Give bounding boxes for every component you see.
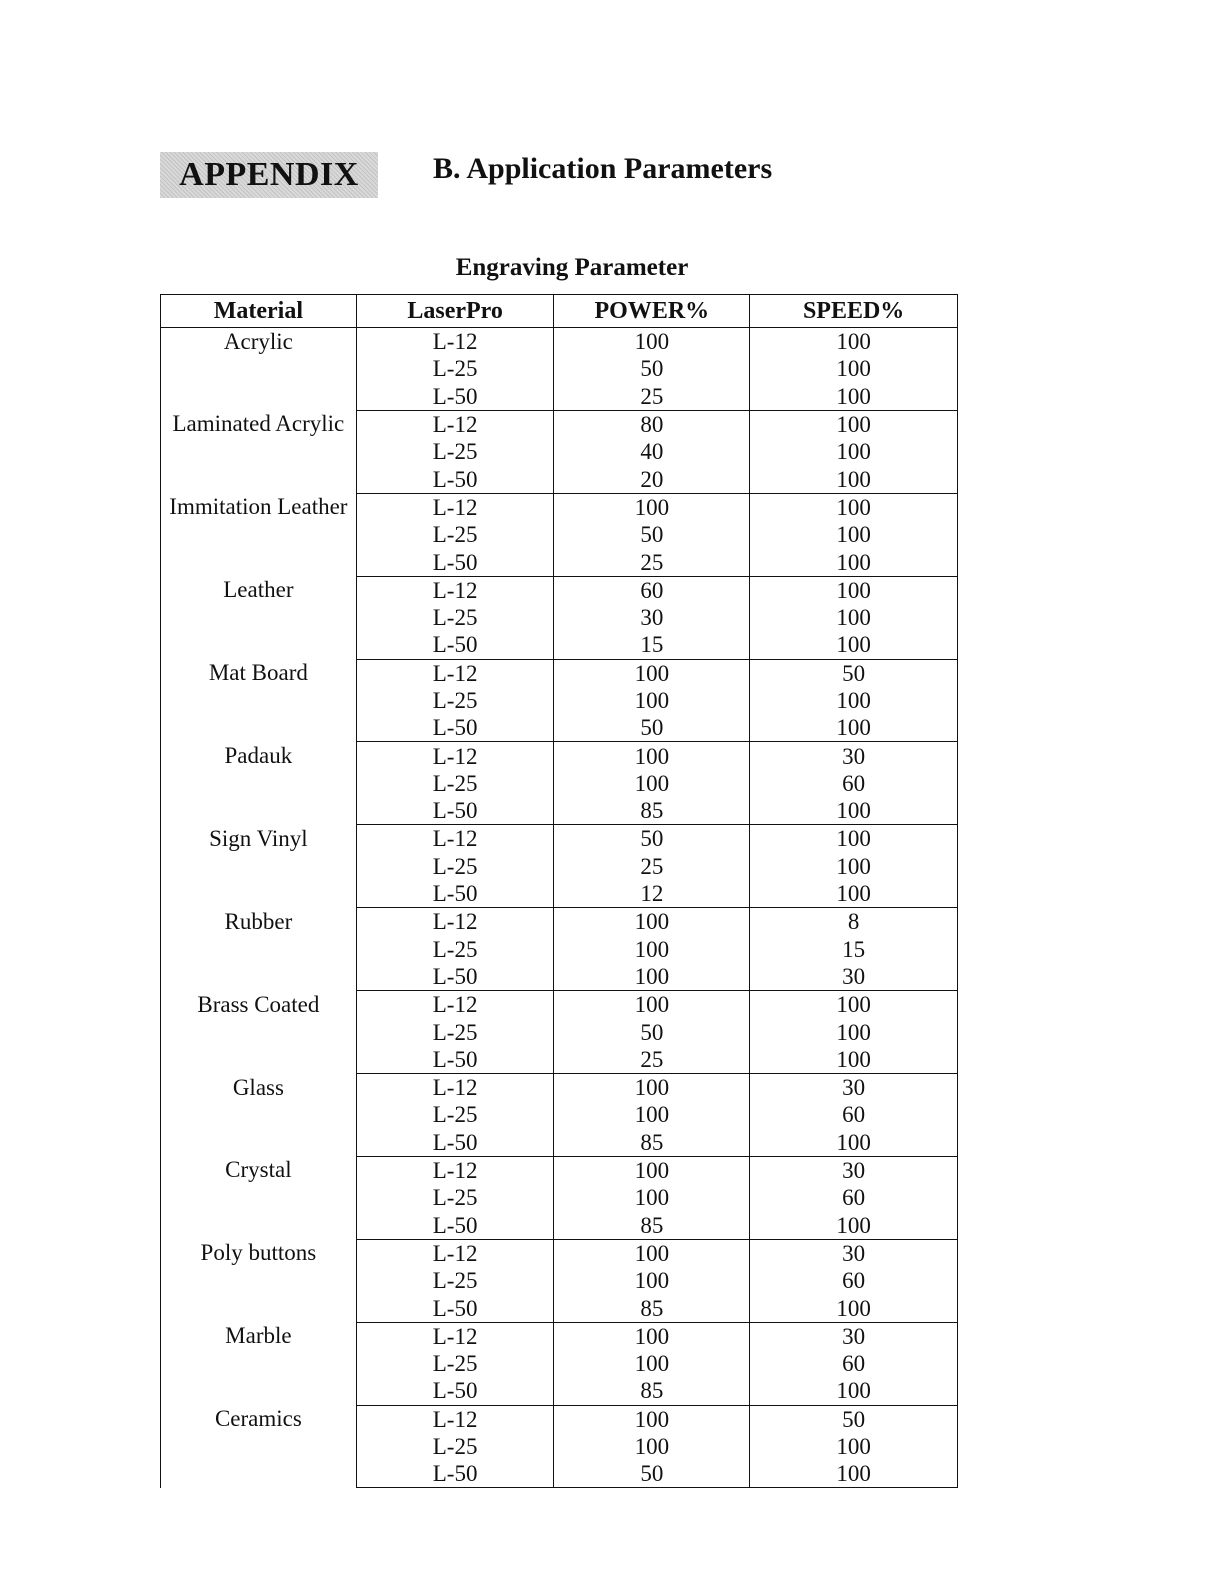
- table-title: Engraving Parameter: [455, 254, 689, 281]
- speed-cell: 100: [750, 825, 958, 853]
- material-cell: Immitation Leather: [161, 493, 357, 576]
- laserpro-cell: L-50: [356, 1294, 554, 1322]
- laserpro-cell: L-50: [356, 383, 554, 411]
- speed-cell: 100: [750, 410, 958, 438]
- power-cell: 12: [554, 880, 750, 908]
- power-cell: 50: [554, 825, 750, 853]
- laserpro-cell: L-12: [356, 1405, 554, 1433]
- speed-cell: 60: [750, 1267, 958, 1294]
- power-cell: 85: [554, 1129, 750, 1157]
- material-group: [161, 410, 958, 493]
- speed-cell: 100: [750, 1377, 958, 1405]
- material-cell: Marble: [161, 1322, 357, 1405]
- material-group: [161, 742, 958, 825]
- laserpro-cell: L-50: [356, 1046, 554, 1074]
- section-title: B. Application Parameters: [433, 152, 773, 185]
- power-cell: 40: [554, 438, 750, 465]
- laserpro-cell: L-25: [356, 1101, 554, 1128]
- power-cell: 20: [554, 465, 750, 493]
- speed-cell: 30: [750, 1074, 958, 1102]
- speed-cell: 100: [750, 465, 958, 493]
- material-cell: Glass: [161, 1074, 357, 1157]
- power-cell: 85: [554, 1212, 750, 1240]
- power-cell: 15: [554, 631, 750, 659]
- laserpro-cell: L-25: [356, 1433, 554, 1460]
- speed-cell: 100: [750, 1212, 958, 1240]
- material-group: [161, 1322, 958, 1405]
- laserpro-cell: L-25: [356, 521, 554, 548]
- speed-cell: 100: [750, 1294, 958, 1322]
- power-cell: 85: [554, 1294, 750, 1322]
- speed-cell: 100: [750, 1433, 958, 1460]
- laserpro-cell: L-12: [356, 1074, 554, 1102]
- laserpro-cell: L-25: [356, 936, 554, 963]
- power-cell: 50: [554, 1460, 750, 1488]
- speed-cell: 100: [750, 991, 958, 1019]
- power-cell: 100: [554, 1074, 750, 1102]
- power-cell: 100: [554, 659, 750, 687]
- power-cell: 25: [554, 548, 750, 576]
- laserpro-cell: L-12: [356, 576, 554, 604]
- laserpro-cell: L-12: [356, 825, 554, 853]
- laserpro-cell: L-25: [356, 853, 554, 880]
- speed-cell: 30: [750, 1322, 958, 1350]
- speed-cell: 100: [750, 880, 958, 908]
- power-cell: 85: [554, 797, 750, 825]
- power-cell: 100: [554, 991, 750, 1019]
- speed-cell: 30: [750, 1239, 958, 1267]
- laserpro-cell: L-25: [356, 438, 554, 465]
- material-group: [161, 1074, 958, 1157]
- material-cell: Laminated Acrylic: [161, 410, 357, 493]
- speed-cell: 50: [750, 659, 958, 687]
- laserpro-cell: L-50: [356, 631, 554, 659]
- power-cell: 25: [554, 853, 750, 880]
- speed-cell: 60: [750, 1101, 958, 1128]
- table-row: [161, 991, 958, 1019]
- laserpro-cell: L-50: [356, 1212, 554, 1240]
- laserpro-cell: L-12: [356, 410, 554, 438]
- power-cell: 60: [554, 576, 750, 604]
- speed-cell: 100: [750, 548, 958, 576]
- power-cell: 25: [554, 383, 750, 411]
- laserpro-cell: L-50: [356, 1460, 554, 1488]
- laserpro-cell: L-50: [356, 548, 554, 576]
- speed-cell: 60: [750, 770, 958, 797]
- speed-cell: 30: [750, 963, 958, 991]
- material-group: [161, 328, 958, 411]
- material-cell: Poly buttons: [161, 1239, 357, 1322]
- laserpro-cell: L-50: [356, 1129, 554, 1157]
- laserpro-cell: L-25: [356, 604, 554, 631]
- material-group: [161, 1156, 958, 1239]
- table-header-row: [161, 295, 958, 328]
- speed-cell: 100: [750, 438, 958, 465]
- speed-cell: 100: [750, 1129, 958, 1157]
- table-row: [161, 1322, 958, 1350]
- material-group: [161, 908, 958, 991]
- power-cell: 100: [554, 1156, 750, 1184]
- speed-cell: 100: [750, 383, 958, 411]
- appendix-label: APPENDIX: [179, 156, 359, 193]
- column-header-speed: SPEED%: [750, 295, 958, 328]
- speed-cell: 50: [750, 1405, 958, 1433]
- speed-cell: 100: [750, 1018, 958, 1045]
- table-row: [161, 410, 958, 438]
- speed-cell: 30: [750, 742, 958, 770]
- engraving-parameter-table: [160, 294, 958, 1488]
- laserpro-cell: L-25: [356, 355, 554, 382]
- speed-cell: 100: [750, 687, 958, 714]
- power-cell: 100: [554, 742, 750, 770]
- speed-cell: 60: [750, 1350, 958, 1377]
- material-group: [161, 991, 958, 1074]
- laserpro-cell: L-25: [356, 770, 554, 797]
- laserpro-cell: L-25: [356, 1018, 554, 1045]
- power-cell: 100: [554, 493, 750, 521]
- power-cell: 80: [554, 410, 750, 438]
- speed-cell: 100: [750, 604, 958, 631]
- column-header-power: POWER%: [554, 295, 750, 328]
- laserpro-cell: L-12: [356, 1239, 554, 1267]
- laserpro-cell: L-12: [356, 659, 554, 687]
- material-cell: Acrylic: [161, 328, 357, 411]
- material-cell: Leather: [161, 576, 357, 659]
- power-cell: 100: [554, 1350, 750, 1377]
- laserpro-cell: L-25: [356, 1267, 554, 1294]
- power-cell: 50: [554, 714, 750, 742]
- speed-cell: 8: [750, 908, 958, 936]
- table-row: [161, 1405, 958, 1433]
- table-row: [161, 1156, 958, 1184]
- power-cell: 50: [554, 1018, 750, 1045]
- power-cell: 85: [554, 1377, 750, 1405]
- power-cell: 50: [554, 521, 750, 548]
- power-cell: 100: [554, 1322, 750, 1350]
- material-group: [161, 576, 958, 659]
- speed-cell: 100: [750, 631, 958, 659]
- laserpro-cell: L-12: [356, 1156, 554, 1184]
- speed-cell: 100: [750, 1046, 958, 1074]
- power-cell: 100: [554, 908, 750, 936]
- laserpro-cell: L-12: [356, 742, 554, 770]
- material-cell: Padauk: [161, 742, 357, 825]
- speed-cell: 100: [750, 853, 958, 880]
- laserpro-cell: L-25: [356, 1350, 554, 1377]
- speed-cell: 100: [750, 355, 958, 382]
- table-row: [161, 1239, 958, 1267]
- speed-cell: 100: [750, 328, 958, 356]
- power-cell: 100: [554, 963, 750, 991]
- power-cell: 100: [554, 1101, 750, 1128]
- power-cell: 30: [554, 604, 750, 631]
- laserpro-cell: L-12: [356, 1322, 554, 1350]
- laserpro-cell: L-50: [356, 797, 554, 825]
- speed-cell: 15: [750, 936, 958, 963]
- power-cell: 100: [554, 1184, 750, 1211]
- power-cell: 100: [554, 1267, 750, 1294]
- laserpro-cell: L-50: [356, 880, 554, 908]
- power-cell: 100: [554, 770, 750, 797]
- table-row: [161, 825, 958, 853]
- laserpro-cell: L-12: [356, 493, 554, 521]
- material-cell: Crystal: [161, 1156, 357, 1239]
- laserpro-cell: L-50: [356, 963, 554, 991]
- laserpro-cell: L-12: [356, 991, 554, 1019]
- speed-cell: 30: [750, 1156, 958, 1184]
- power-cell: 100: [554, 936, 750, 963]
- power-cell: 100: [554, 1405, 750, 1433]
- speed-cell: 100: [750, 797, 958, 825]
- material-group: [161, 493, 958, 576]
- laserpro-cell: L-25: [356, 687, 554, 714]
- speed-cell: 60: [750, 1184, 958, 1211]
- speed-cell: 100: [750, 521, 958, 548]
- column-header-laserpro: LaserPro: [356, 295, 554, 328]
- laserpro-cell: L-12: [356, 328, 554, 356]
- appendix-badge: [160, 152, 378, 198]
- laserpro-cell: L-50: [356, 465, 554, 493]
- speed-cell: 100: [750, 714, 958, 742]
- speed-cell: 100: [750, 493, 958, 521]
- material-group: [161, 825, 958, 908]
- power-cell: 100: [554, 328, 750, 356]
- table-row: [161, 908, 958, 936]
- material-cell: Sign Vinyl: [161, 825, 357, 908]
- material-cell: Rubber: [161, 908, 357, 991]
- table-row: [161, 328, 958, 356]
- laserpro-cell: L-50: [356, 1377, 554, 1405]
- power-cell: 100: [554, 1433, 750, 1460]
- material-cell: Ceramics: [161, 1405, 357, 1488]
- table-row: [161, 659, 958, 687]
- material-group: [161, 1405, 958, 1488]
- column-header-material: Material: [161, 295, 357, 328]
- table-row: [161, 742, 958, 770]
- power-cell: 100: [554, 687, 750, 714]
- speed-cell: 100: [750, 576, 958, 604]
- laserpro-cell: L-12: [356, 908, 554, 936]
- material-group: [161, 659, 958, 742]
- material-group: [161, 1239, 958, 1322]
- material-cell: Mat Board: [161, 659, 357, 742]
- table-row: [161, 493, 958, 521]
- power-cell: 25: [554, 1046, 750, 1074]
- speed-cell: 100: [750, 1460, 958, 1488]
- table-row: [161, 576, 958, 604]
- laserpro-cell: L-50: [356, 714, 554, 742]
- power-cell: 50: [554, 355, 750, 382]
- power-cell: 100: [554, 1239, 750, 1267]
- laserpro-cell: L-25: [356, 1184, 554, 1211]
- material-cell: Brass Coated: [161, 991, 357, 1074]
- table-row: [161, 1074, 958, 1102]
